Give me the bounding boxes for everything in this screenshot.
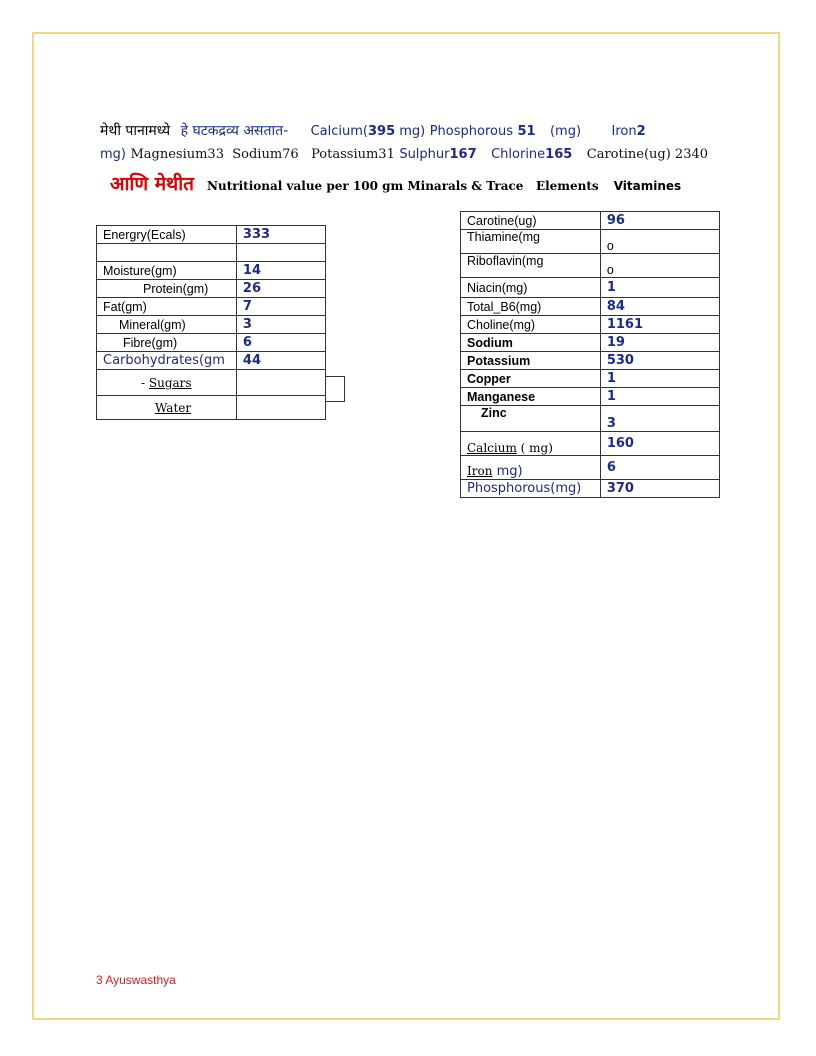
row-label: Sodium <box>461 334 601 352</box>
calcium-label: Calcium( <box>310 124 368 139</box>
table-row <box>461 212 720 230</box>
row-value: 14 <box>236 262 325 280</box>
intro-marathi-lead: मेथी पानामध्ये <box>100 123 171 139</box>
heading-marathi: आणि मेथीत <box>110 173 194 195</box>
sugars-prefix: - <box>141 375 149 390</box>
row-label: Niacin(mg) <box>461 278 601 298</box>
table-row <box>461 406 720 432</box>
row-value: 370 <box>600 480 719 498</box>
row-label <box>97 244 237 262</box>
carotine-text: Carotine(ug) 2340 <box>586 147 709 162</box>
row-value: 1 <box>600 370 719 388</box>
row-label: Carbohydrates(gm <box>97 352 237 370</box>
phosphorous-unit: (mg) <box>549 124 582 139</box>
row-label: Choline(mg) <box>461 316 601 334</box>
row-label: Protein(gm) <box>97 280 237 298</box>
row-value: 96 <box>600 212 719 230</box>
row-value: 6 <box>236 334 325 352</box>
row-value <box>236 244 325 262</box>
row-label: Zinc <box>461 406 601 432</box>
phosphorous-label: Phosphorous <box>429 124 513 139</box>
row-label: Thiamine(mg <box>461 230 601 254</box>
row-value: 530 <box>600 352 719 370</box>
table-row <box>97 298 326 316</box>
intro-line-1 <box>100 120 740 143</box>
calcium-value: 395 <box>367 124 396 139</box>
table-row <box>461 334 720 352</box>
table-row <box>461 388 720 406</box>
row-label: Fibre(gm) <box>97 334 237 352</box>
section-heading <box>110 170 681 196</box>
row-value: 1161 <box>600 316 719 334</box>
row-value: 84 <box>600 298 719 316</box>
chlorine-label: Chlorine <box>491 147 546 162</box>
table-row <box>461 480 720 498</box>
row-label <box>97 370 237 396</box>
row-value <box>236 396 325 420</box>
sulphur-label: Sulphur <box>399 147 450 162</box>
table-row <box>97 316 326 334</box>
table-row <box>461 254 720 278</box>
table-row <box>461 432 720 456</box>
table-row <box>461 456 720 480</box>
row-value: 160 <box>600 432 719 456</box>
row-value: 1 <box>600 278 719 298</box>
calcium-unit: mg) <box>395 124 426 139</box>
row-value: 7 <box>236 298 325 316</box>
row-value: 26 <box>236 280 325 298</box>
row-label: Moisture(gm) <box>97 262 237 280</box>
row-label: Phosphorous(mg) <box>461 480 601 498</box>
table-row <box>97 396 326 420</box>
calcium-row-unit: ( mg) <box>516 441 553 455</box>
iron-unit: mg) <box>100 147 126 162</box>
row-value: 3 <box>600 406 719 432</box>
table-row <box>461 230 720 254</box>
nutrition-table-right <box>460 211 720 498</box>
iron-value: 2 <box>636 124 646 139</box>
row-value: 333 <box>236 226 325 244</box>
table-row <box>461 370 720 388</box>
row-value: 6 <box>600 456 719 480</box>
row-value: 1 <box>600 388 719 406</box>
row-label: Fat(gm) <box>97 298 237 316</box>
sugars-text: Sugars <box>148 375 192 390</box>
row-label: Manganese <box>461 388 601 406</box>
row-label <box>461 432 601 456</box>
row-value <box>236 370 325 396</box>
table-row <box>97 280 326 298</box>
row-label: Potassium <box>461 352 601 370</box>
intro-line-2 <box>100 143 740 166</box>
table-row <box>97 226 326 244</box>
row-label: Riboflavin(mg <box>461 254 601 278</box>
sulphur-value: 167 <box>449 147 477 162</box>
intro-paragraph <box>100 120 740 166</box>
table-row <box>97 334 326 352</box>
row-value: 3 <box>236 316 325 334</box>
table-row <box>461 352 720 370</box>
table-row <box>461 316 720 334</box>
iron-row-unit: mg) <box>492 464 523 479</box>
row-value: 19 <box>600 334 719 352</box>
row-label <box>461 456 601 480</box>
table-row <box>461 298 720 316</box>
row-label: Energry(Ecals) <box>97 226 237 244</box>
table-row <box>97 370 326 396</box>
row-label: Water <box>97 396 237 420</box>
row-label: Carotine(ug) <box>461 212 601 230</box>
row-label: Mineral(gm) <box>97 316 237 334</box>
row-label: Copper <box>461 370 601 388</box>
intro-marathi-blue: हे घटकद्रव्य असतात- <box>180 123 289 139</box>
heading-vitamines: Vitamines <box>613 179 682 193</box>
phosphorous-value: 51 <box>517 124 536 139</box>
heading-subtitle: Nutritional value per 100 gm Minarals & Trace Elements <box>207 179 599 193</box>
nutrition-table-left <box>96 225 326 420</box>
row-value: o <box>600 254 719 278</box>
table-row <box>97 262 326 280</box>
footer-page-label: 3 Ayuswasthya <box>96 973 176 987</box>
minerals-text: Magnesium33 Sodium76 Potassium31 <box>130 147 395 162</box>
row-label: Total_B6(mg) <box>461 298 601 316</box>
calcium-row-label: Calcium <box>467 441 517 455</box>
table-row <box>461 278 720 298</box>
row-value: o <box>600 230 719 254</box>
iron-label: Iron <box>611 124 637 139</box>
row-value: 44 <box>236 352 325 370</box>
table-extra-cell <box>326 376 345 402</box>
table-row <box>97 352 326 370</box>
table-row <box>97 244 326 262</box>
iron-row-label: Iron <box>467 464 493 478</box>
chlorine-value: 165 <box>545 147 573 162</box>
